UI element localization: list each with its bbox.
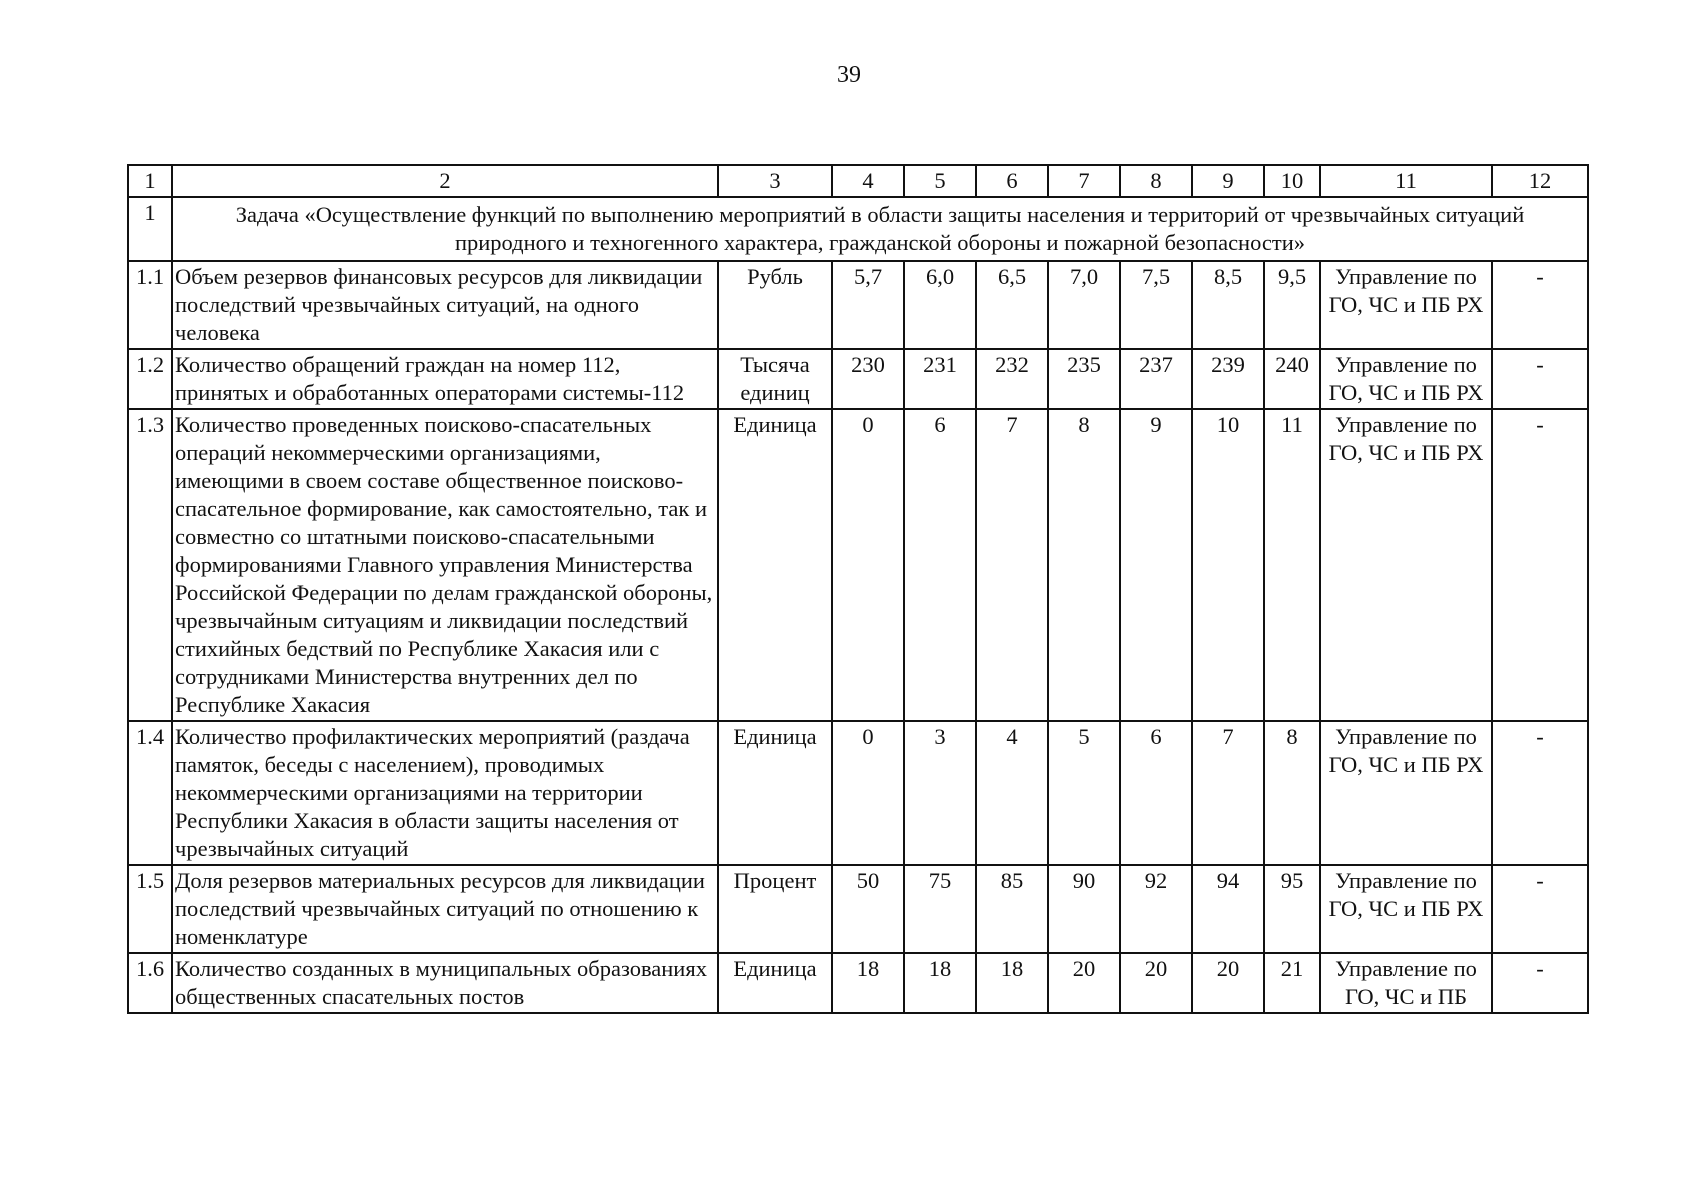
task-text: Задача «Осуществление функций по выполнению мероприятий в области защиты населения и территорий от чрезвычайных ситуаций природного и техногенного характера, гражданской обороны и пожарной безопасности» bbox=[172, 197, 1588, 261]
row-number: 1.1 bbox=[128, 261, 172, 349]
year-value: 9 bbox=[1120, 409, 1192, 721]
year-value: 18 bbox=[976, 953, 1048, 1013]
indicator-name: Количество обращений граждан на номер 112, принятых и обработанных операторами системы-112 bbox=[172, 349, 718, 409]
year-value: 5 bbox=[1048, 721, 1120, 865]
header-cell: 11 bbox=[1320, 165, 1492, 197]
year-value: 50 bbox=[832, 865, 904, 953]
unit: Единица bbox=[718, 721, 832, 865]
page-number: 39 bbox=[837, 62, 861, 88]
year-value: 231 bbox=[904, 349, 976, 409]
note: - bbox=[1492, 409, 1588, 721]
note: - bbox=[1492, 953, 1588, 1013]
note: - bbox=[1492, 721, 1588, 865]
year-value: 11 bbox=[1264, 409, 1320, 721]
year-value: 18 bbox=[832, 953, 904, 1013]
header-cell: 4 bbox=[832, 165, 904, 197]
unit: Рубль bbox=[718, 261, 832, 349]
year-value: 8 bbox=[1048, 409, 1120, 721]
note: - bbox=[1492, 865, 1588, 953]
year-value: 4 bbox=[976, 721, 1048, 865]
header-cell: 5 bbox=[904, 165, 976, 197]
header-cell: 6 bbox=[976, 165, 1048, 197]
responsible: Управление по ГО, ЧС и ПБ bbox=[1320, 953, 1492, 1013]
indicator-name: Количество созданных в муниципальных образованиях общественных спасательных постов bbox=[172, 953, 718, 1013]
year-value: 6,0 bbox=[904, 261, 976, 349]
responsible: Управление по ГО, ЧС и ПБ РХ bbox=[1320, 349, 1492, 409]
note: - bbox=[1492, 261, 1588, 349]
year-value: 21 bbox=[1264, 953, 1320, 1013]
year-value: 0 bbox=[832, 409, 904, 721]
unit: Тысяча единиц bbox=[718, 349, 832, 409]
year-value: 235 bbox=[1048, 349, 1120, 409]
year-value: 92 bbox=[1120, 865, 1192, 953]
header-cell: 2 bbox=[172, 165, 718, 197]
header-row bbox=[128, 165, 1588, 197]
row-number: 1.2 bbox=[128, 349, 172, 409]
note: - bbox=[1492, 349, 1588, 409]
responsible: Управление по ГО, ЧС и ПБ РХ bbox=[1320, 721, 1492, 865]
year-value: 10 bbox=[1192, 409, 1264, 721]
indicators-table bbox=[127, 164, 1589, 1014]
table-row bbox=[128, 349, 1588, 409]
header-cell: 3 bbox=[718, 165, 832, 197]
indicator-name: Количество профилактических мероприятий (раздача памяток, беседы с населением), проводимых некоммерческими организациями на территории Республики Хакасия в области защиты населения от чрезвычайных ситуаций bbox=[172, 721, 718, 865]
responsible: Управление по ГО, ЧС и ПБ РХ bbox=[1320, 409, 1492, 721]
task-number: 1 bbox=[128, 197, 172, 261]
row-number: 1.4 bbox=[128, 721, 172, 865]
table-row bbox=[128, 865, 1588, 953]
year-value: 20 bbox=[1048, 953, 1120, 1013]
row-number: 1.3 bbox=[128, 409, 172, 721]
year-value: 6 bbox=[904, 409, 976, 721]
year-value: 95 bbox=[1264, 865, 1320, 953]
row-number: 1.5 bbox=[128, 865, 172, 953]
year-value: 239 bbox=[1192, 349, 1264, 409]
year-value: 20 bbox=[1120, 953, 1192, 1013]
indicator-name: Количество проведенных поисково-спасательных операций некоммерческими организациями, имеющими в своем составе общественное поисково-спасательное формирование, как самостоятельно, так и совместно со штатными поисково-спасательными формированиями Главного управления Министерства Российской Федерации по делам гражданской обороны, чрезвычайным ситуациям и ликвидации последствий стихийных бедствий по Республике Хакасия или с сотрудниками Министерства внутренних дел по Республике Хакасия bbox=[172, 409, 718, 721]
indicator-name: Доля резервов материальных ресурсов для ликвидации последствий чрезвычайных ситуаций по отношению к номенклатуре bbox=[172, 865, 718, 953]
year-value: 240 bbox=[1264, 349, 1320, 409]
task-row bbox=[128, 197, 1588, 261]
responsible: Управление по ГО, ЧС и ПБ РХ bbox=[1320, 261, 1492, 349]
year-value: 9,5 bbox=[1264, 261, 1320, 349]
year-value: 7,5 bbox=[1120, 261, 1192, 349]
table-row bbox=[128, 721, 1588, 865]
unit: Единица bbox=[718, 953, 832, 1013]
year-value: 6,5 bbox=[976, 261, 1048, 349]
year-value: 7,0 bbox=[1048, 261, 1120, 349]
year-value: 75 bbox=[904, 865, 976, 953]
year-value: 7 bbox=[976, 409, 1048, 721]
indicator-name: Объем резервов финансовых ресурсов для ликвидации последствий чрезвычайных ситуаций, на одного человека bbox=[172, 261, 718, 349]
header-cell: 12 bbox=[1492, 165, 1588, 197]
header-cell: 9 bbox=[1192, 165, 1264, 197]
table-row bbox=[128, 953, 1588, 1013]
year-value: 7 bbox=[1192, 721, 1264, 865]
header-cell: 10 bbox=[1264, 165, 1320, 197]
year-value: 237 bbox=[1120, 349, 1192, 409]
year-value: 90 bbox=[1048, 865, 1120, 953]
table-row bbox=[128, 261, 1588, 349]
year-value: 94 bbox=[1192, 865, 1264, 953]
table-row bbox=[128, 409, 1588, 721]
row-number: 1.6 bbox=[128, 953, 172, 1013]
year-value: 6 bbox=[1120, 721, 1192, 865]
year-value: 3 bbox=[904, 721, 976, 865]
header-cell: 1 bbox=[128, 165, 172, 197]
year-value: 0 bbox=[832, 721, 904, 865]
year-value: 232 bbox=[976, 349, 1048, 409]
year-value: 18 bbox=[904, 953, 976, 1013]
year-value: 85 bbox=[976, 865, 1048, 953]
year-value: 5,7 bbox=[832, 261, 904, 349]
year-value: 230 bbox=[832, 349, 904, 409]
unit: Процент bbox=[718, 865, 832, 953]
header-cell: 8 bbox=[1120, 165, 1192, 197]
unit: Единица bbox=[718, 409, 832, 721]
year-value: 8,5 bbox=[1192, 261, 1264, 349]
header-cell: 7 bbox=[1048, 165, 1120, 197]
year-value: 20 bbox=[1192, 953, 1264, 1013]
responsible: Управление по ГО, ЧС и ПБ РХ bbox=[1320, 865, 1492, 953]
year-value: 8 bbox=[1264, 721, 1320, 865]
